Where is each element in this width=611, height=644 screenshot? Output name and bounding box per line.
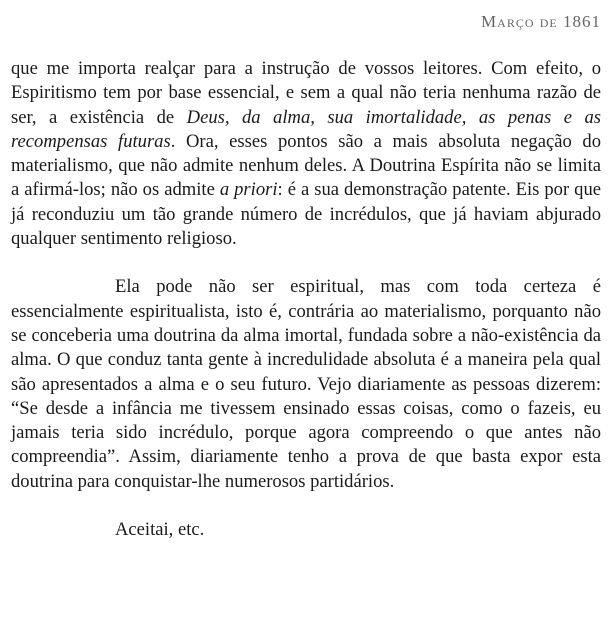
running-header: Março de 1861 bbox=[481, 12, 601, 31]
paragraph-1-italic-b: a priori bbox=[219, 179, 278, 201]
paragraph-gap bbox=[11, 251, 601, 275]
paragraph-1-italic-a: Deus, da alma, sua imortalidade, as penas e as recompensas futuras bbox=[11, 106, 601, 152]
paragraph-1-text-c: : é a sua demonstração patente. Eis por que já reconduziu um tão grande número de incrédulos, que já haviam abjurado qualquer sentimento religioso. bbox=[11, 179, 602, 250]
paragraph-2: Ela pode não ser espiritual, mas com toda certeza é essencialmente espiritualista, isto é, contrária ao materialismo, porquanto não se conceberia uma doutrina da alma imortal, fundada sobre a não-existência da alma. O que conduz tanta gente à incredulidade absoluta é a maneira pela qual são apresentados a alma e o seu futuro. Vejo diariamente as pessoas dizerem: “Se desde a infância me tivessem ensinado essas coisas, como o fazeis, eu jamais teria sido incrédulo, porque agora compreendo o que antes não compreendia”. Assim, diariamente tenho a prova de que basta expor esta doutrina para conquistar-lhe numerosos partidários. bbox=[11, 276, 601, 492]
closing-line: Aceitai, etc. bbox=[115, 519, 205, 541]
paragraph-1 bbox=[11, 57, 601, 251]
page-body bbox=[11, 57, 601, 542]
paragraph-1-text-b: . Ora, esses pontos são a mais absoluta negação do materialismo, que não admite nenhum deles. A Doutrina Espírita não se limita a afirmá-los; não os admite bbox=[11, 130, 601, 201]
paragraph-1-text-a: que me importa realçar para a instrução de vossos leitores. Com efeito, o Espiritismo tem por base essencial, e sem a qual não teria nenhuma razão de ser, a existência de bbox=[11, 58, 601, 128]
paragraph-gap bbox=[11, 494, 601, 518]
